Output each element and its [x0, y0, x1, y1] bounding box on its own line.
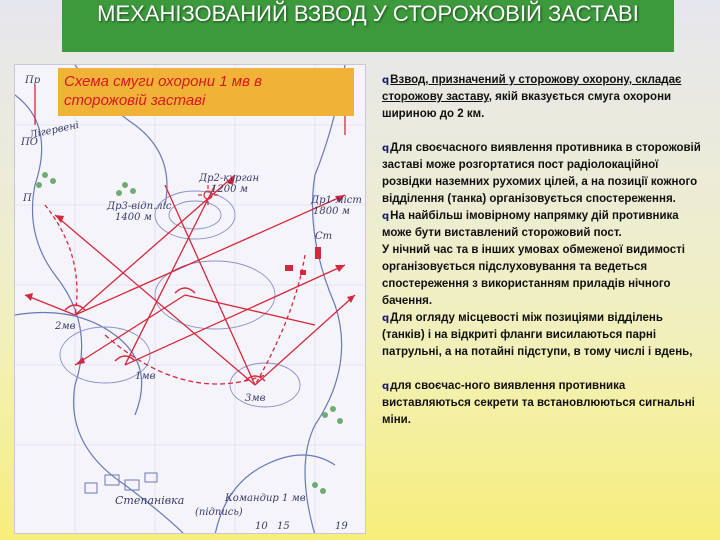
map-label-po: ПО [21, 137, 38, 148]
map-label-stepanivka: Степанівка [115, 494, 185, 507]
map-label-dp1-dist: 1800 м [313, 206, 350, 217]
map-label-1mv: 1мв [135, 371, 156, 382]
map-drawing [15, 65, 366, 534]
map-label-3mv: 3мв [245, 393, 266, 404]
map-label-dp2-dist: 1200 м [211, 184, 248, 195]
map-label-commander: Командир 1 мв [225, 493, 306, 504]
bullet-icon: q [382, 211, 390, 222]
map-label-p: П [23, 193, 32, 204]
map-label-dp1: Др1-міст [311, 195, 362, 206]
map-label-dp2: Др2-курган [199, 173, 260, 184]
paragraph-1-underlined: Взвод, призначений у сторожову охорону, складає сторожову заставу [382, 74, 682, 103]
bullet-icon: q [382, 75, 390, 86]
map-caption-line2: сторожовій заставі [64, 92, 206, 109]
guard-zone-map [14, 64, 366, 534]
paragraph-3 [382, 208, 708, 242]
map-label-dp3-dist: 1400 м [115, 212, 152, 223]
map-label-lig: Лігервені [28, 119, 81, 142]
paragraph-3-text: На найбільш імовірному напрямку дій противника може бути виставлений сторожовий пост. [382, 210, 679, 239]
map-label-n15: 15 [277, 521, 290, 532]
map-label-signature: (підпись) [195, 507, 243, 518]
map-label-st: Ст [315, 231, 333, 242]
map-label-pr: Пр [25, 75, 41, 86]
map-label-n19: 19 [335, 521, 348, 532]
paragraph-2 [382, 140, 708, 208]
paragraph-4-text: У нічний час та в інших умовах обмеженої видимості організовується підслуховування та ведеться спостереження з використанням приладів нічного бачення. [382, 244, 685, 307]
map-label-dp3: Др3-відп.ліс [107, 201, 172, 212]
paragraph-2-text: Для своєчасного виявлення противника в сторожовій заставі може розгортатися пост радіолокаційної розвідки наземних рухомих цілей, а на позиції кожного відділення (танка) організовується спостереження. [382, 142, 701, 205]
text-column [382, 72, 708, 429]
map-caption [58, 68, 354, 116]
map-label-2mv: 2мв [55, 321, 76, 332]
slide-title-text: МЕХАНІЗОВАНИЙ ВЗВОД У СТОРОЖОВІЙ ЗАСТАВІ [97, 1, 639, 26]
map-label-n10: 10 [255, 521, 268, 532]
paragraph-6-text: для своєчас-ного виявлення противника виставляються секрети та встановлюються сигнальні міни. [382, 380, 695, 426]
paragraph-6 [382, 378, 708, 429]
paragraph-5-text: Для огляду місцевості між позиціями відділень (танків) і на відкриті фланги висилаються парні патрульні, а на потайні підступи, в тому числі і вдень, [382, 312, 693, 358]
map-caption-line1: Схема смуги охорони 1 мв в [64, 73, 262, 90]
paragraph-5 [382, 310, 708, 361]
bullet-icon: q [382, 381, 390, 392]
bullet-icon: q [382, 313, 390, 324]
paragraph-1-rest: , якій вказується смуга охорони шириною до 2 км. [382, 91, 672, 120]
paragraph-4 [382, 242, 708, 310]
slide-title [62, 0, 674, 52]
bullet-icon: q [382, 143, 390, 154]
paragraph-1 [382, 72, 708, 123]
